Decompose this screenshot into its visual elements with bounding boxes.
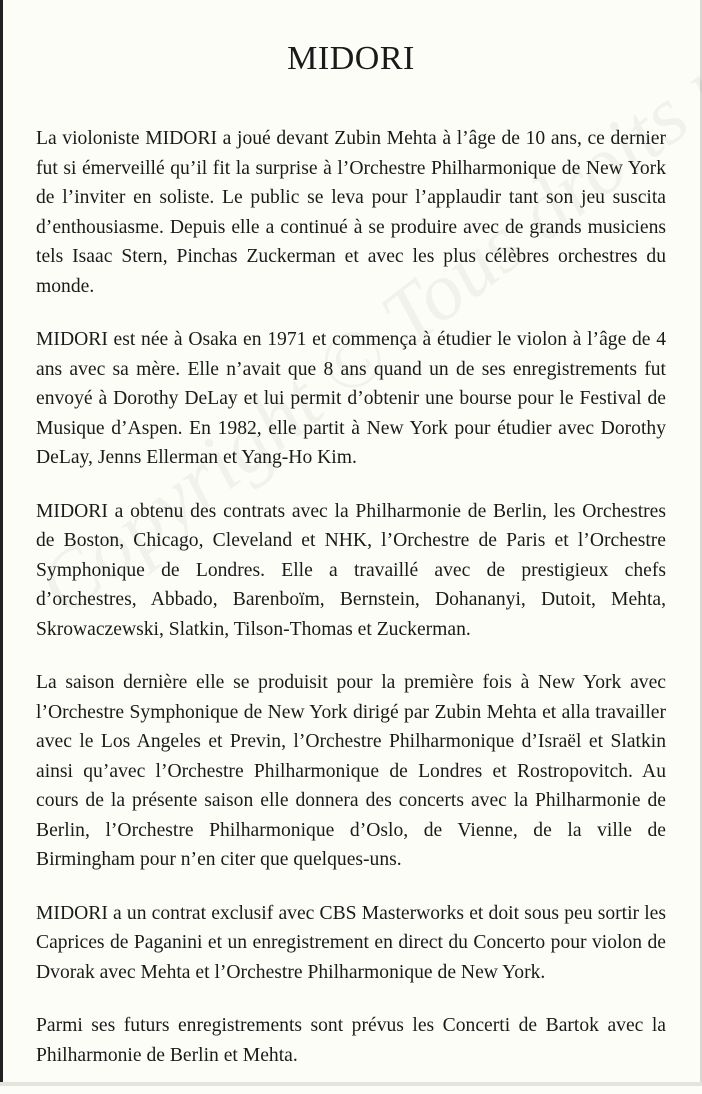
paragraph-future-recordings: Parmi ses futurs enregistrements sont prévus les Concerti de Bartok avec la Philharmonie de Berlin et Mehta. (36, 1015, 666, 1066)
paragraph-early-career: La violoniste MIDORI a joué devant Zubin Mehta à l’âge de 10 ans, ce dernier fut si émerveillé qu’il fit la surprise à l’Orchestre Philharmonique de New York de l’inviter en soliste. Le public se leva pour l’applaudir tant son jeu suscita d’enthousiasme. Depuis elle a continué à se produire avec de grands musiciens tels Isaac Stern, Pinchas Zuckerman et avec les plus célèbres orchestres du monde. (36, 128, 666, 297)
paragraph-recordings: MIDORI a un contrat exclusif avec CBS Masterworks et doit sous peu sortir les Caprices de Paganini et un enregistrement en direct du Concerto pour violon de Dvorak avec Mehta et l’Orchestre Philharmonique de New York. (36, 902, 666, 983)
paragraph-biography: MIDORI est née à Osaka en 1971 et commença à étudier le violon à l’âge de 4 ans avec sa mère. Elle n’avait que 8 ans quand un de ses enregistrements fut envoyé à Dorothy DeLay et lui permit d’obtenir une bourse pour le Festival de Musique d’Aspen. En 1982, elle partit à New York pour étudier avec Dorothy DeLay, Jenns Ellerman et Yang-Ho Kim. (36, 329, 666, 468)
paragraph-season: La saison dernière elle se produisit pour la première fois à New York avec l’Orchestre Symphonique de New York dirigé par Zubin Mehta et alla travailler avec le Los Angeles et Previn, l’Orchestre Philharmonique d’Israël et Slatkin ainsi qu’avec l’Orchestre Philharmonique de Londres et Rostropovitch. Au cours de la présente saison elle donnera des concerts avec la Philharmonie de Berlin, l’Orchestre Philharmonique d’Oslo, de Vienne, de la ville de Birmingham pour n’en citer que quelques-uns. (36, 672, 666, 870)
biography-body (36, 124, 666, 1094)
paragraph-contracts: MIDORI a obtenu des contrats avec la Philharmonie de Berlin, les Orchestres de Boston, Chicago, Cleveland et NHK, l’Orchestre de Paris et l’Orchestre Symphonique de Londres. Elle a travaillé avec de prestigieux chefs d’orchestres, Abbado, Barenboïm, Bernstein, Dohananyi, Dutoit, Mehta, Skrowaczewski, Slatkin, Tilson-Thomas et Zuckerman. (36, 500, 666, 640)
page-title: MIDORI (287, 40, 415, 77)
page-left-edge (0, 0, 3, 1086)
